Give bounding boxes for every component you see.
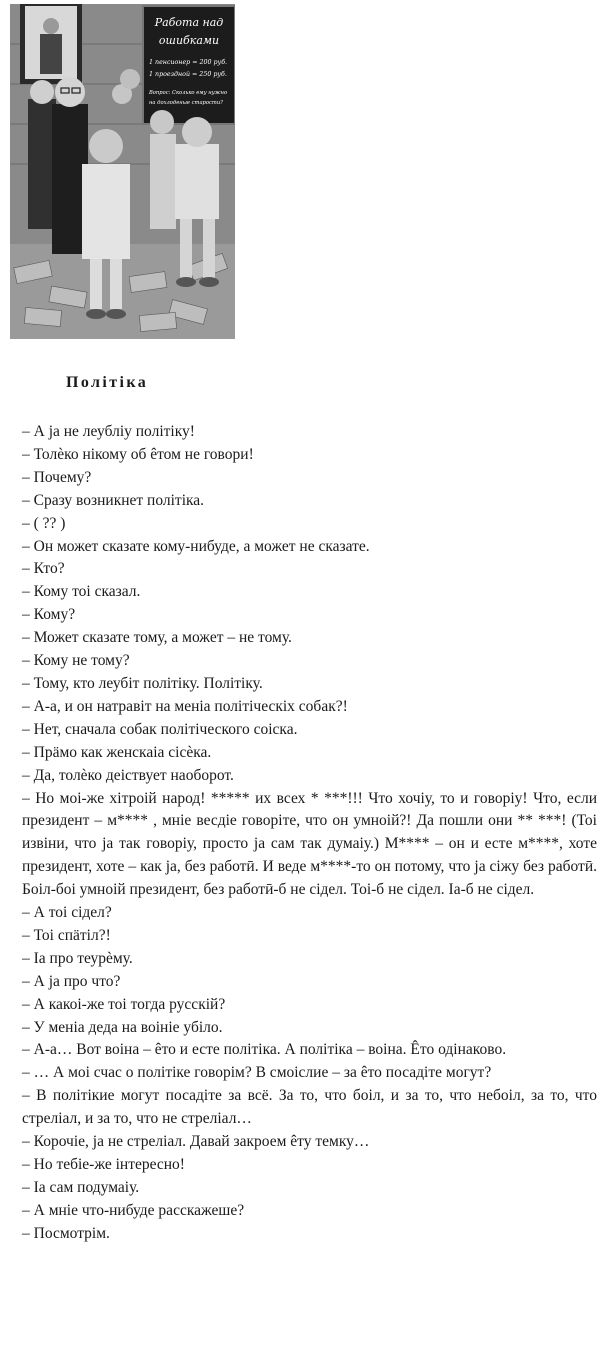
- dialogue-line: – Нет, сначала собак політіческого соіска.: [22, 720, 298, 738]
- dialogue-line: – А мніе что-нибуде расскажеше?: [22, 1201, 245, 1219]
- dialogue-line: – Іа про теурѐму.: [22, 949, 133, 967]
- dialogue-line: – А ја не леубліу політіку!: [22, 423, 195, 440]
- board-line-4: на дохлоденые старости?: [149, 100, 223, 106]
- dialogue-line: – Он может сказате кому-нибуде, а может не сказате.: [22, 537, 370, 555]
- dialogue-line: – А какоі-же тоі тогда русскій?: [22, 995, 226, 1013]
- dialogue-line: – Іа сам подумаіу.: [22, 1178, 140, 1196]
- dialogue-line: – Кто?: [22, 560, 65, 578]
- dialogue-line: – Прӓмо как женскаіа сісѐка.: [22, 743, 212, 761]
- dialogue-line: – Кому?: [22, 606, 76, 624]
- board-line-2: 1 проездной = 250 руб.: [149, 71, 227, 78]
- dialogue-line: – Тому, кто леубіт політіку. Політіку.: [22, 674, 263, 692]
- dialogue-line: – Почему?: [22, 468, 92, 486]
- board-line-3: Вопрос: Сколько ему нужно: [149, 90, 228, 96]
- board-title-1: Работа над: [154, 16, 224, 29]
- dialogue-paragraph: – В політікие могут посадіте за всё. За то, что боіл, и за то, что небоіл, за то, что стреліал, и за то, что не стреліал…: [22, 1087, 597, 1128]
- dialogue-line: – Но тебіе-же інтересно!: [22, 1156, 185, 1173]
- dialogue-line: – Посмотрім.: [22, 1224, 110, 1242]
- dialogue-line: – Толѐко нікому об êтом не говори!: [22, 445, 254, 463]
- dialogue-line: – ( ?? ): [22, 514, 66, 532]
- dialogue-line: – А ја про что?: [22, 972, 121, 990]
- dialogue-line: – Сразу возникнет політіка.: [22, 491, 205, 509]
- dialogue-line: – Корочіе, ја не стреліал. Давай закроем êту темку…: [22, 1133, 370, 1151]
- dialogue-line: – Может сказате тому, а может – не тому.: [22, 629, 292, 647]
- dialogue-text: [22, 421, 597, 1246]
- dialogue-line: – У меніа деда на воініе убіло.: [22, 1018, 223, 1036]
- dialogue-line: – Кому тоі сказал.: [22, 583, 141, 601]
- dialogue-line: – Тоі спӓтіл?!: [22, 926, 111, 944]
- dialogue-line: – А-а, и он натравіт на меніа політіческіх собак?!: [22, 697, 348, 715]
- board-title-2: ошибками: [158, 34, 220, 47]
- cartoon-drawing: [10, 4, 235, 339]
- cartoon-illustration: [10, 4, 235, 339]
- dialogue-paragraph: – А-а… Вот воіна – êто и есте політіка. А політіка – воіна. Êто одінаково.: [22, 1041, 507, 1059]
- board-line-1: 1 пенсионер = 200 руб.: [149, 59, 228, 66]
- page-title: Політіка: [66, 374, 149, 391]
- dialogue-paragraph: – Но моі-же хітроій народ! ***** их всех * ***!!! Что хочіу, то и говоріу! Что, если президент – м**** , мніе весдіе говоріте, что он умноій?! Да пошли они ** ***! (Тоі извіни, что ја так говоріу, просто ја сам так думаіу.) М**** – он и есте м****, хоте президент, хоте – как ја, без работӣ. И веде м****-то он потому, что ја сіжу без работӣ. Боіл-боі умноій президент, без работӣ-б не сідел. Тоі-б не сідел. Іа-б не сідел.: [22, 789, 597, 899]
- dialogue-paragraph: – … А моі счас о політіке говорім? В смоіслие – за êто посадіте могут?: [22, 1064, 492, 1082]
- dialogue-line: – Кому не тому?: [22, 652, 130, 670]
- dialogue-line: – Да, толѐко деіствует наоборот.: [22, 766, 234, 784]
- dialogue-line: – А тоі сідел?: [22, 904, 112, 922]
